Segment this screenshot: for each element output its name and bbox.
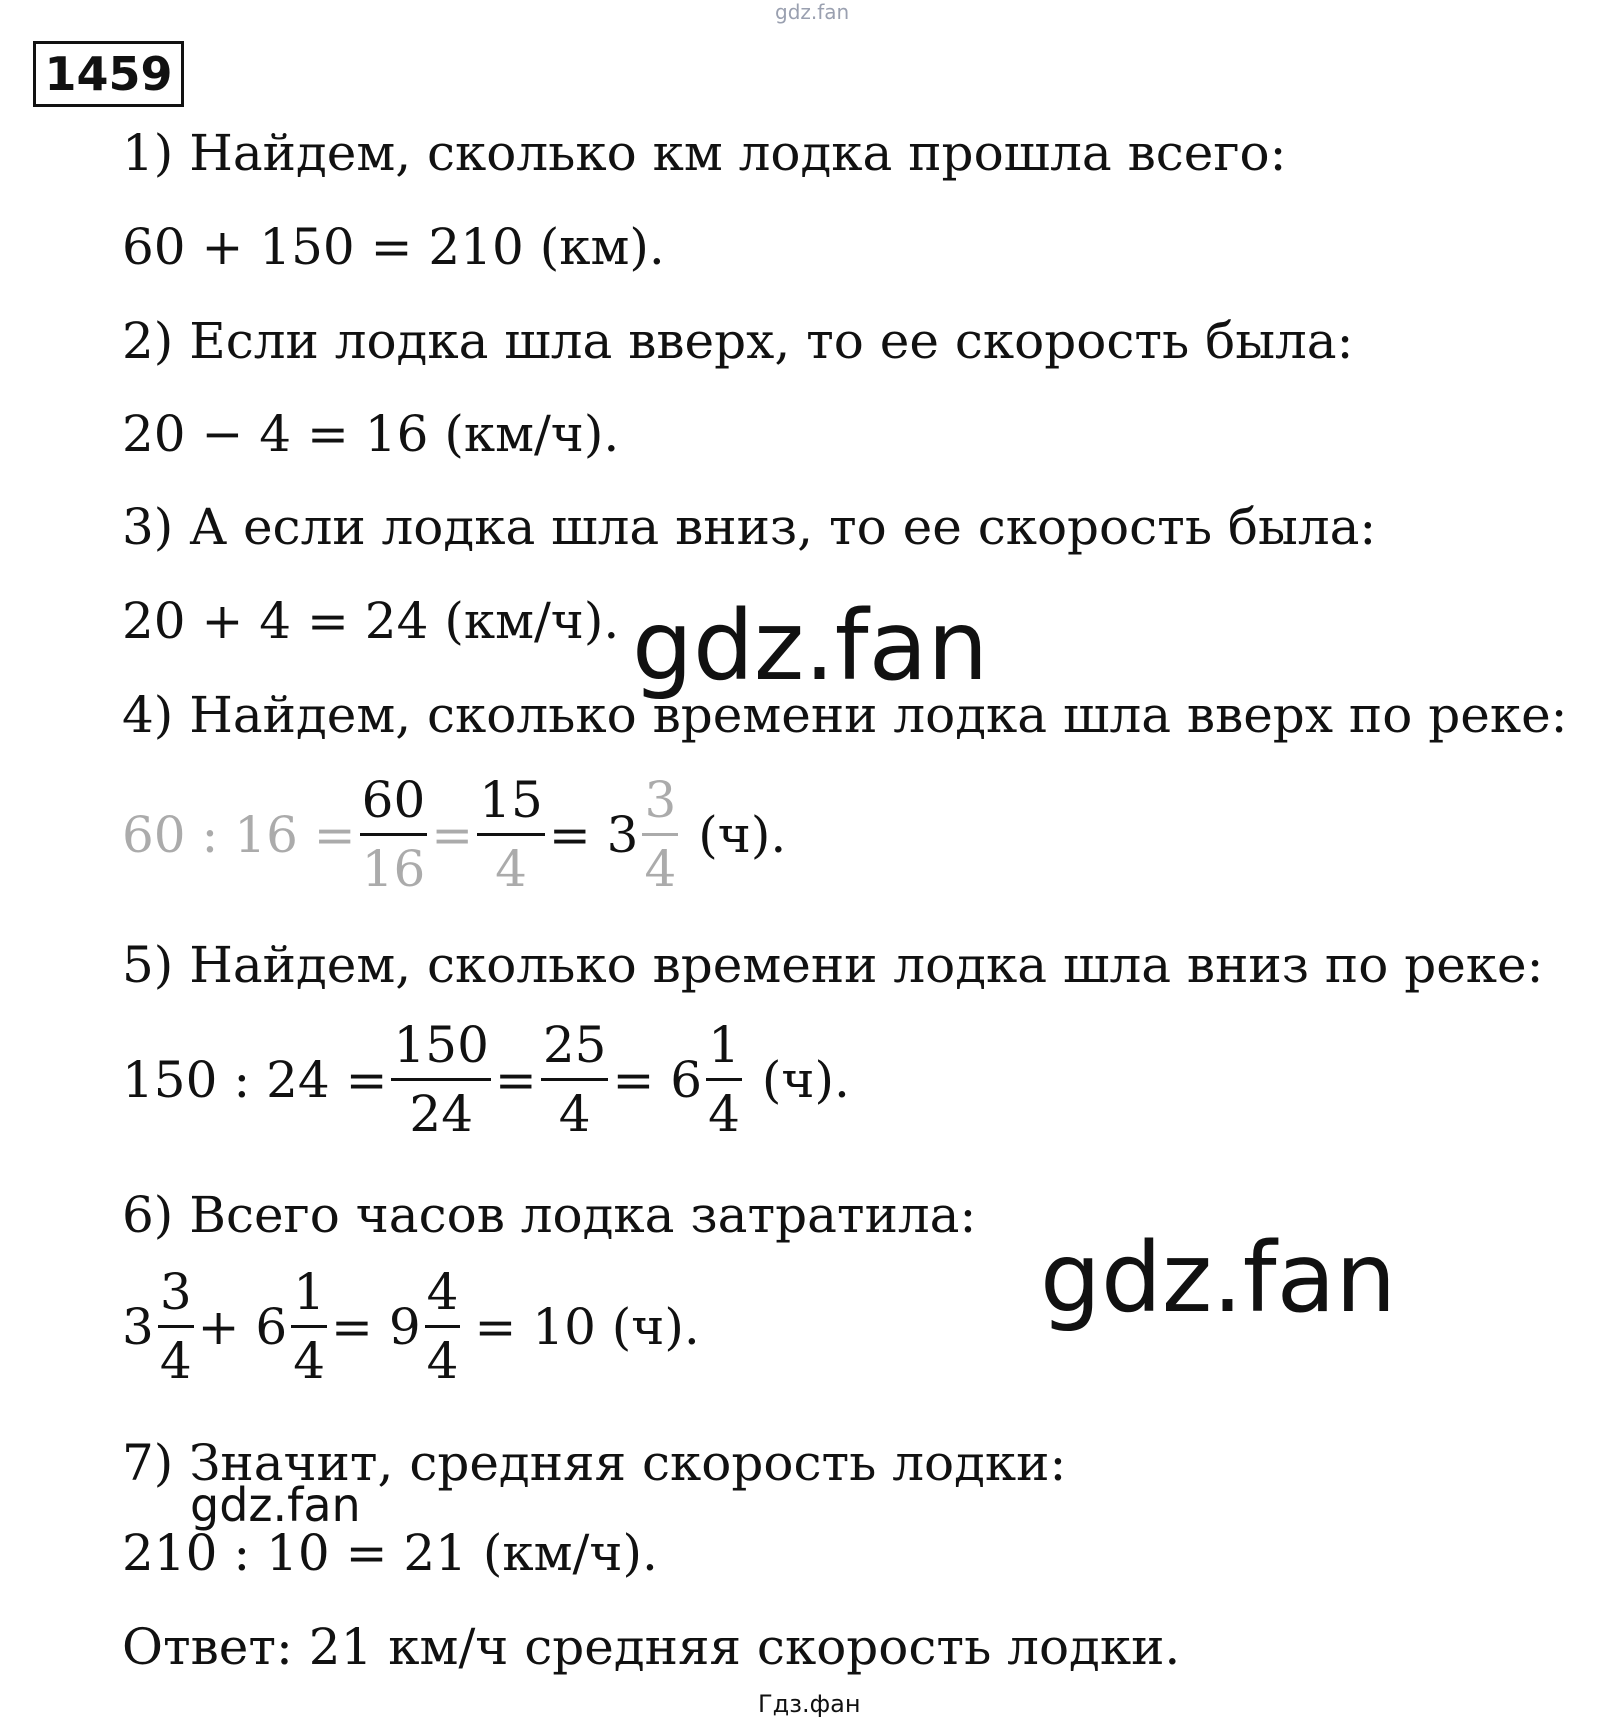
denominator: 4 xyxy=(558,1085,591,1143)
watermark-right: gdz.fan xyxy=(1040,1222,1397,1334)
numerator: 3 xyxy=(644,771,677,829)
problem-number: 1459 xyxy=(33,41,184,107)
denominator: 4 xyxy=(293,1332,326,1390)
answer: Ответ: 21 км/ч средняя скорость лодки. xyxy=(122,1618,1181,1676)
fraction xyxy=(541,1018,609,1141)
unit: (ч). xyxy=(761,1050,850,1109)
equals: = xyxy=(431,805,474,864)
fraction-bar xyxy=(391,1078,490,1081)
watermark-bottom: Гдз.фан xyxy=(758,1690,861,1718)
step-1-text: 1) Найдем, сколько км лодка прошла всего: xyxy=(122,124,1287,182)
numerator: 15 xyxy=(479,771,543,829)
step-3-text: 3) А если лодка шла вниз, то ее скорость была: xyxy=(122,498,1377,556)
denominator: 4 xyxy=(495,840,527,898)
equals-whole: = 6 xyxy=(612,1050,703,1109)
fraction-bar xyxy=(425,1325,461,1328)
denominator: 4 xyxy=(708,1085,740,1143)
step-4-expr xyxy=(122,773,786,896)
fraction-bar xyxy=(706,1078,742,1081)
fraction xyxy=(391,1018,490,1141)
denominator: 24 xyxy=(409,1085,474,1143)
equals-whole: = 9 xyxy=(331,1297,421,1356)
step-5-text: 5) Найдем, сколько времени лодка шла вниз по реке: xyxy=(122,936,1544,994)
step-5-expr xyxy=(122,1018,850,1141)
step-4-text: 4) Найдем, сколько времени лодка шла вверх по реке: xyxy=(122,686,1568,744)
step-7-text: 7) Значит, средняя скорость лодки: xyxy=(122,1434,1067,1492)
watermark-top: gdz.fan xyxy=(775,0,850,24)
denominator: 4 xyxy=(426,1332,459,1390)
numerator: 60 xyxy=(361,771,426,829)
step-6-expr xyxy=(122,1265,700,1388)
equals-whole: = 3 xyxy=(548,805,639,864)
numerator: 25 xyxy=(542,1016,607,1074)
numerator: 1 xyxy=(293,1263,326,1321)
fraction xyxy=(360,773,428,896)
fraction xyxy=(158,1265,194,1388)
unit: (ч). xyxy=(698,805,787,864)
fraction-bar xyxy=(291,1325,327,1328)
step-2-expr: 20 − 4 = 16 (км/ч). xyxy=(122,405,620,463)
numerator: 1 xyxy=(708,1016,740,1074)
fraction-bar xyxy=(477,833,545,836)
fraction xyxy=(642,773,678,896)
step-2-text: 2) Если лодка шла вверх, то ее скорость была: xyxy=(122,312,1354,370)
fraction-bar xyxy=(642,833,678,836)
fraction xyxy=(706,1018,742,1141)
result: = 10 (ч). xyxy=(474,1297,700,1356)
numerator: 150 xyxy=(393,1016,489,1074)
fraction-bar xyxy=(541,1078,609,1081)
step-3-expr: 20 + 4 = 24 (км/ч). xyxy=(122,592,620,650)
numerator: 4 xyxy=(426,1263,459,1321)
fraction-bar xyxy=(360,833,428,836)
fraction-bar xyxy=(158,1325,194,1328)
step-4-lead: 60 : 16 = xyxy=(122,805,356,864)
numerator: 3 xyxy=(159,1263,192,1321)
fraction xyxy=(477,773,545,896)
step-7-expr: 210 : 10 = 21 (км/ч). xyxy=(122,1524,658,1582)
watermark-mid: gdz.fan xyxy=(632,590,989,702)
equals: = xyxy=(494,1050,537,1109)
whole: 3 xyxy=(122,1297,154,1356)
denominator: 4 xyxy=(159,1332,192,1390)
step-6-text: 6) Всего часов лодка затратила: xyxy=(122,1186,977,1244)
denominator: 16 xyxy=(361,840,426,898)
step-1-expr: 60 + 150 = 210 (км). xyxy=(122,218,665,276)
fraction xyxy=(291,1265,327,1388)
plus-whole: + 6 xyxy=(197,1297,288,1356)
fraction xyxy=(425,1265,461,1388)
watermark-small: gdz.fan xyxy=(190,1478,361,1532)
step-5-lead: 150 : 24 = xyxy=(122,1050,388,1109)
denominator: 4 xyxy=(644,840,677,898)
